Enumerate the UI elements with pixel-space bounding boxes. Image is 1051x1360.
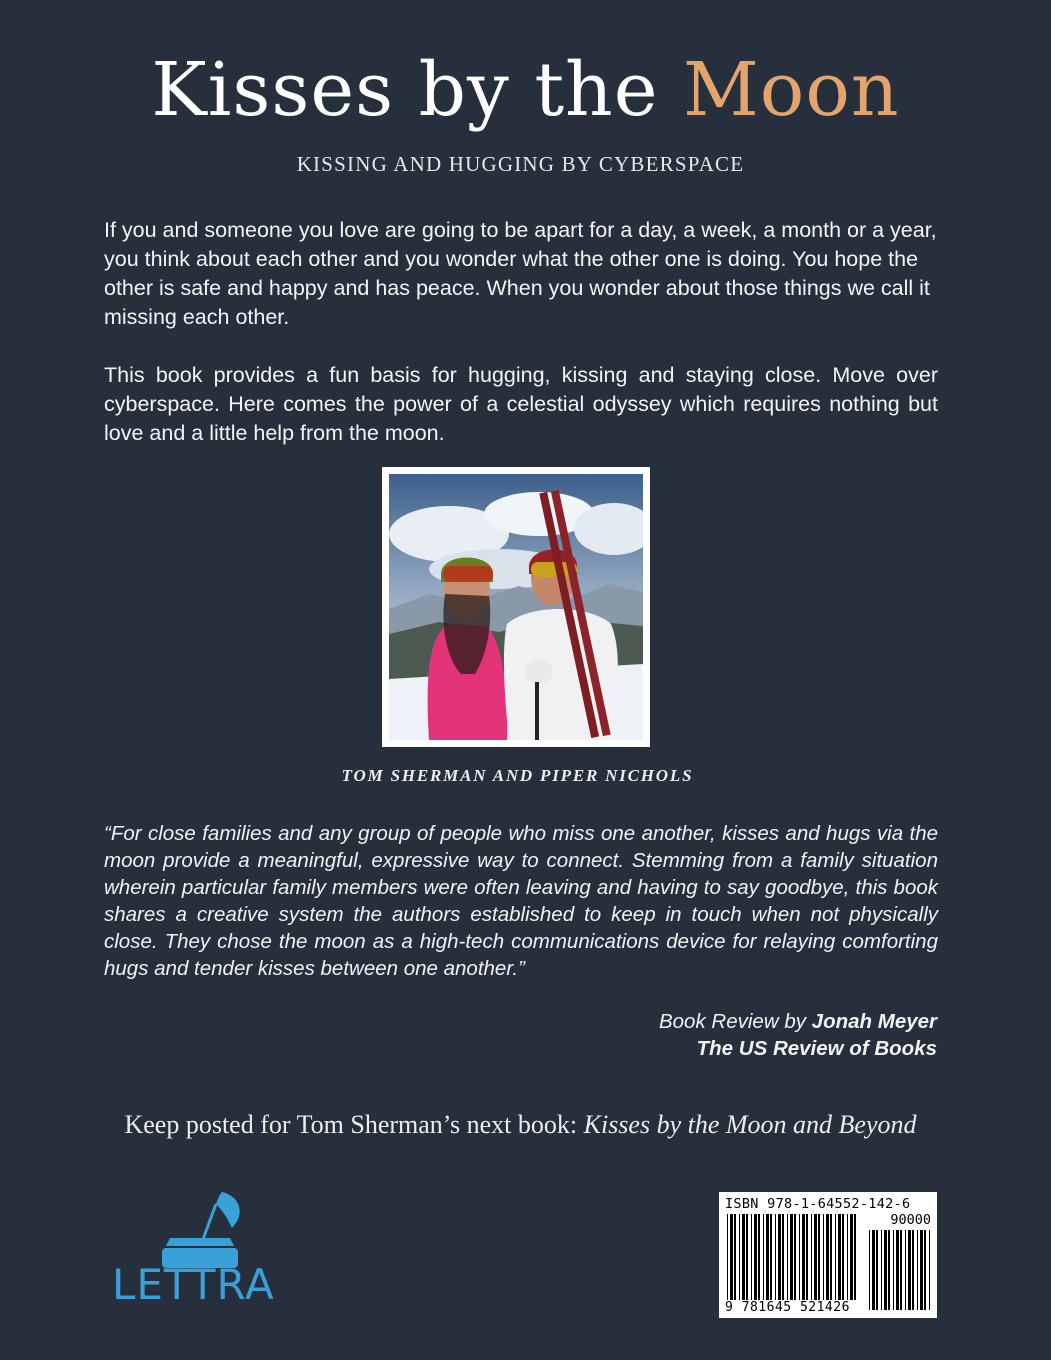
book-title	[0, 40, 1051, 140]
barcode-bar	[794, 1214, 796, 1300]
barcode-bar	[758, 1214, 760, 1300]
barcode-bar	[838, 1214, 841, 1300]
photo-caption: TOM SHERMAN AND PIPER NICHOLS	[341, 766, 694, 785]
review-quote: “For close families and any group of people who miss one another, kisses and hugs via the moon provide a meaningful, expressive way to connect. Stemming from a family situation wherein particular family members were often leaving and having to say goodbye, this book shares a creative system the authors established to keep in touch when not physically close. They chose the moon as a high-tech communications device for relaying comforting hugs and tender kisses between one another.”	[104, 822, 938, 980]
book-subtitle: KISSING AND HUGGING BY CYBERSPACE	[296, 152, 745, 176]
barcode-bar	[826, 1214, 829, 1300]
price-code: 90000	[890, 1212, 931, 1228]
author-photo-frame	[382, 467, 650, 747]
barcode-bar	[850, 1214, 853, 1300]
barcode-bar	[778, 1214, 781, 1300]
barcode-bar	[770, 1214, 772, 1300]
inkwell-quill-icon	[150, 1190, 270, 1268]
barcode-bar	[751, 1214, 752, 1300]
barcode-bar	[900, 1230, 902, 1310]
barcode-bar	[905, 1230, 906, 1310]
review-prefix: Book Review by	[658, 1010, 812, 1033]
next-book-announcement	[0, 1110, 1041, 1140]
title-main: Kisses by the	[151, 47, 684, 133]
barcode-bar	[924, 1230, 926, 1310]
review-attribution	[659, 1008, 937, 1062]
barcode-bar	[876, 1230, 878, 1310]
barcode-bar	[854, 1214, 856, 1300]
publisher-logo	[112, 1190, 302, 1320]
barcode-bar	[806, 1214, 808, 1300]
barcode-bar	[739, 1214, 740, 1300]
barcode-bar	[920, 1230, 923, 1310]
review-source: The US Review of Books	[696, 1037, 937, 1060]
barcode-bar	[869, 1230, 870, 1310]
barcode-bar	[929, 1230, 930, 1310]
barcode-bar	[799, 1214, 800, 1300]
barcode-bar	[842, 1214, 844, 1300]
barcode-bar	[888, 1230, 890, 1310]
barcode-bar	[754, 1214, 757, 1300]
barcode-bar	[908, 1230, 911, 1310]
barcode-bar	[814, 1214, 817, 1300]
barcode-bar	[811, 1214, 812, 1300]
barcode-bar	[782, 1214, 784, 1300]
barcode-bar	[893, 1230, 894, 1310]
publisher-name: LETTRA	[112, 1260, 275, 1309]
barcode-bar	[818, 1214, 820, 1300]
barcode-bar	[847, 1214, 848, 1300]
barcode-bar	[802, 1214, 805, 1300]
barcode-bar	[746, 1214, 748, 1300]
barcode-bar	[763, 1214, 764, 1300]
barcode-bar	[775, 1214, 776, 1300]
barcode-bar	[742, 1214, 745, 1300]
blurb-paragraph-2: This book provides a fun basis for hugging, kissing and staying close. Move over cyberspace. Here comes the power of a celestial odyssey which requires nothing but love and a little help from the moon.	[104, 363, 938, 445]
barcode-bar	[884, 1230, 887, 1310]
next-book-title: Kisses by the Moon and Beyond	[583, 1110, 917, 1139]
barcode-bar	[766, 1214, 769, 1300]
barcode-bar	[790, 1214, 793, 1300]
isbn-label: ISBN 978-1-64552-142-6	[725, 1196, 911, 1212]
barcode-bar	[823, 1214, 824, 1300]
reviewer-line	[659, 1008, 937, 1035]
barcode-bar	[881, 1230, 882, 1310]
barcode-bar	[872, 1230, 875, 1310]
barcode-bar	[896, 1230, 899, 1310]
barcode-bar	[912, 1230, 914, 1310]
barcode-bar	[734, 1214, 736, 1300]
isbn-barcode	[719, 1192, 937, 1318]
barcode-bar	[830, 1214, 832, 1300]
title-accent: Moon	[683, 47, 900, 133]
barcode-bar	[787, 1214, 788, 1300]
barcode-bar	[730, 1214, 733, 1300]
barcode-digits: 9 781645 521426	[725, 1300, 850, 1315]
author-photo	[389, 474, 643, 740]
blurb-paragraph-1: If you and someone you love are going to be apart for a day, a week, a month or a year, you think about each other and you wonder what the other one is doing. You hope the other is safe and happy and has peace. When you wonder about those things we call it missing each other.	[104, 218, 937, 329]
keep-posted-text: Keep posted for Tom Sherman’s next book:	[124, 1110, 584, 1139]
reviewer-name: Jonah Meyer	[811, 1010, 937, 1033]
barcode-bar	[835, 1214, 836, 1300]
barcode-bar	[917, 1230, 918, 1310]
barcode-bar	[727, 1214, 728, 1300]
